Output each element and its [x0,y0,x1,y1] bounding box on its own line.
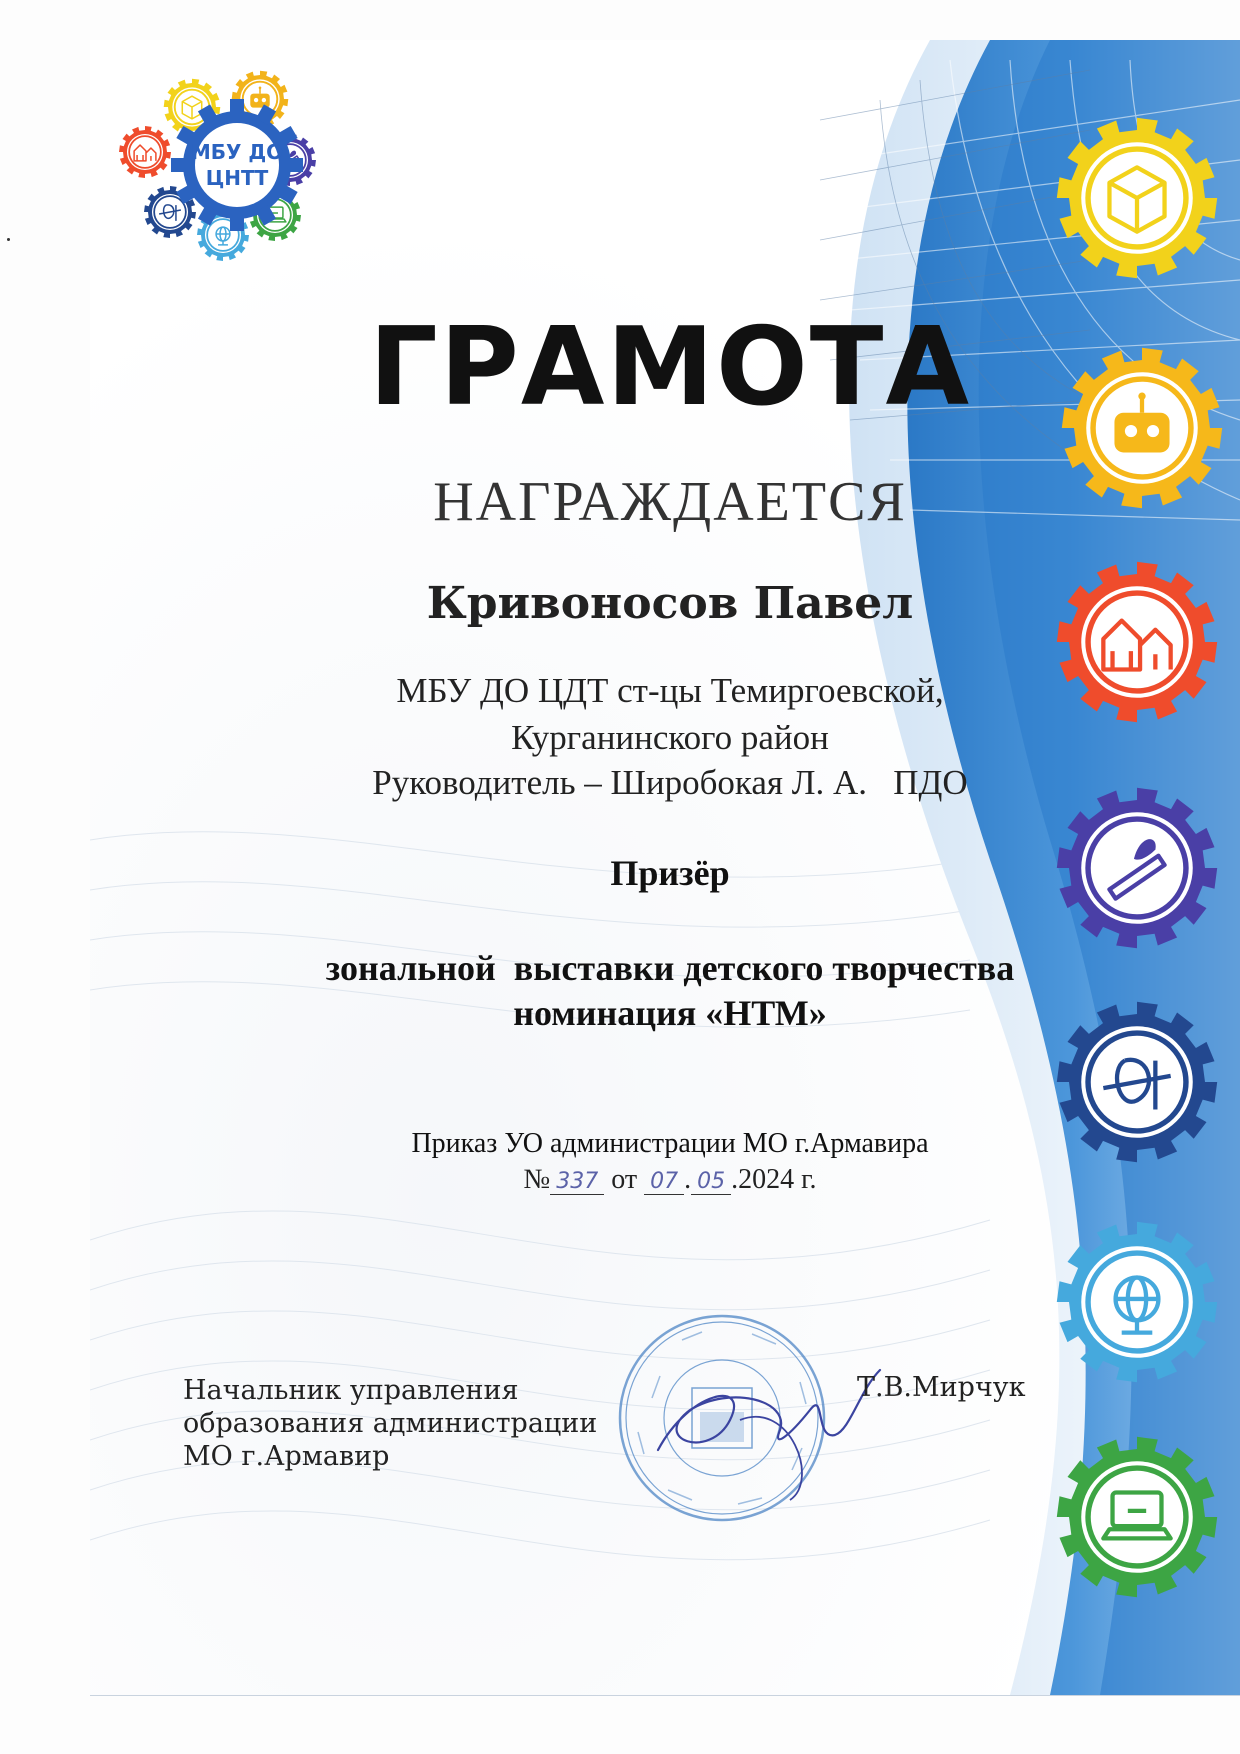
event-line: зональной выставки детского творчества [325,948,1015,988]
order-month: 05 [691,1170,731,1195]
organization-line: МБУ ДО ЦДТ ст-цы Темиргоевской, [396,671,944,710]
logo-text-line-1: МБУ ДО [190,140,284,164]
nomination-line: номинация «НТМ» [513,993,827,1033]
order-number: 337 [550,1170,604,1195]
order-reference: Приказ УО администрации МО г.Армавира [411,1128,929,1159]
supervisor-line: Руководитель – Широбокая Л. А. ПДО [372,763,968,802]
order-number-line: № 337 от 07 . 05 .2024 г. [523,1164,817,1195]
date-prefix: от [611,1164,638,1195]
page-bottom-edge [90,1695,1240,1696]
award-place: Призёр [610,853,730,893]
scan-speck [7,238,10,241]
signatory-position: Начальник управления образования администрации МО г.Армавир [183,1375,598,1472]
logo-text-line-2: ЦНТТ [205,166,269,190]
signatory-name: Т.В.Мирчук [857,1372,1026,1403]
awardee-name: Кривоносов Павел [426,578,914,629]
order-day: 07 [644,1170,684,1195]
certificate-title: ГРАМОТА [368,305,972,430]
certificate-subtitle: НАГРАЖДАЕТСЯ [433,471,907,533]
number-sign: № [523,1164,551,1195]
order-year: .2024 г. [731,1164,817,1195]
organization-line: Курганинского район [511,718,829,757]
official-stamp [620,1316,824,1520]
